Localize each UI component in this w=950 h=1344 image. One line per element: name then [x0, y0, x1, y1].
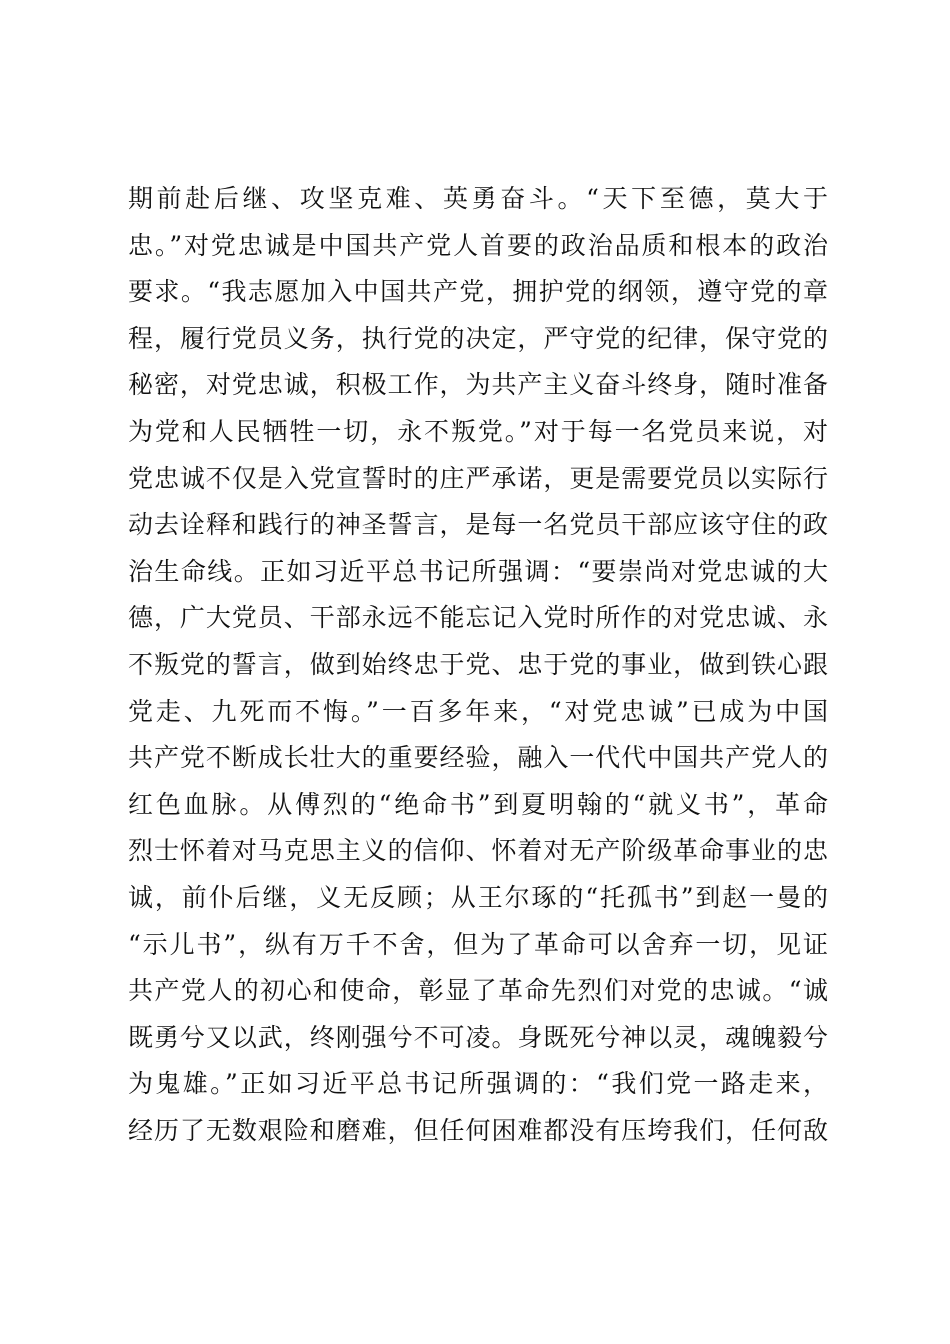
text-line-1: 期前赴后继、攻坚克难、英勇奋斗。“天下至德，莫大于	[128, 184, 828, 213]
text-line-18: 共产党人的初心和使命，彰显了革命先烈们对党的忠诚。“诚	[128, 976, 828, 1006]
text-line-8: 动去诠释和践行的神圣誓言，是每一名党员干部应该守住的政	[128, 510, 828, 540]
text-line-7: 党忠诚不仅是入党宣誓时的庄严承诺，更是需要党员以实际行	[128, 463, 828, 493]
text-line-13: 共产党不断成长壮大的重要经验，融入一代代中国共产党人的	[128, 743, 828, 773]
text-line-3: 要求。“我志愿加入中国共产党，拥护党的纲领，遵守党的章	[128, 277, 828, 307]
text-line-5: 秘密，对党忠诚，积极工作，为共产主义奋斗终身，随时准备	[128, 370, 828, 400]
text-line-16: 诚，前仆后继，义无反顾；从王尔琢的“托孤书”到赵一曼的	[128, 882, 828, 912]
text-line-2: 忠。”对党忠诚是中国共产党人首要的政治品质和根本的政治	[128, 230, 828, 260]
body-paragraph	[128, 176, 828, 1154]
text-line-15: 烈士怀着对马克思主义的信仰、怀着对无产阶级革命事业的忠	[128, 836, 828, 866]
text-line-4: 程，履行党员义务，执行党的决定，严守党的纪律，保守党的	[128, 323, 828, 353]
text-line-10: 德，广大党员、干部永远不能忘记入党时所作的对党忠诚、永	[128, 603, 828, 633]
text-line-20: 为鬼雄。”正如习近平总书记所强调的：“我们党一路走来，	[128, 1069, 828, 1099]
text-line-17: “示儿书”，纵有万千不舍，但为了革命可以舍弃一切，见证	[128, 929, 828, 959]
text-line-14: 红色血脉。从傅烈的“绝命书”到夏明翰的“就义书”，革命	[128, 789, 828, 819]
text-line-12: 党走、九死而不悔。”一百多年来，“对党忠诚”已成为中国	[128, 696, 828, 726]
text-line-6: 为党和人民牺牲一切，永不叛党。”对于每一名党员来说，对	[128, 416, 828, 446]
text-line-11: 不叛党的誓言，做到始终忠于党、忠于党的事业，做到铁心跟	[128, 649, 828, 679]
text-line-19: 既勇兮又以武，终刚强兮不可凌。身既死兮神以灵，魂魄毅兮	[128, 1022, 828, 1052]
text-line-21: 经历了无数艰险和磨难，但任何困难都没有压垮我们，任何敌	[128, 1115, 828, 1145]
text-line-9: 治生命线。正如习近平总书记所强调：“要崇尚对党忠诚的大	[128, 556, 828, 586]
